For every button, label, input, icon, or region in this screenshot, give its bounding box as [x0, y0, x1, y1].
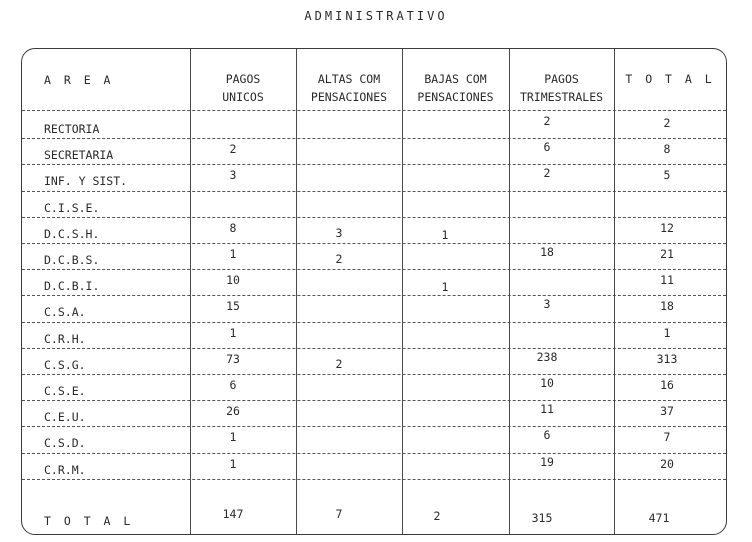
cell-area: SECRETARIA	[44, 148, 114, 162]
row-divider	[22, 243, 726, 244]
total-altas: 7	[335, 507, 343, 521]
cell-trimestrales: 3	[543, 297, 551, 311]
cell-pagos-unicos: 1	[229, 247, 237, 261]
cell-pagos-unicos: 8	[229, 221, 237, 235]
cell-area: D.C.B.I.	[44, 279, 100, 293]
cell-area: C.S.E.	[44, 384, 86, 398]
total-total: 471	[648, 511, 670, 525]
cell-total: 20	[660, 457, 674, 471]
header-area: A R E A	[44, 73, 114, 87]
cell-total: 21	[660, 247, 674, 261]
cell-pagos-unicos: 1	[229, 326, 237, 340]
total-trimestrales: 315	[531, 511, 553, 525]
row-divider	[22, 191, 726, 192]
cell-area: C.R.H.	[44, 332, 86, 346]
cell-pagos-unicos: 10	[226, 273, 240, 287]
row-divider	[22, 164, 726, 165]
cell-total: 16	[660, 378, 674, 392]
cell-total: 11	[660, 273, 674, 287]
cell-bajas: 1	[441, 228, 449, 242]
cell-total: 7	[663, 430, 671, 444]
total-pagos-unicos: 147	[222, 507, 244, 521]
cell-trimestrales: 11	[540, 402, 554, 416]
cell-pagos-unicos: 3	[229, 168, 237, 182]
cell-trimestrales: 6	[543, 428, 551, 442]
cell-area: RECTORIA	[44, 122, 100, 136]
cell-trimestrales: 238	[536, 350, 558, 364]
row-divider	[22, 400, 726, 401]
cell-altas: 3	[335, 226, 343, 240]
totals-label: T O T A L	[44, 514, 134, 528]
cell-total: 18	[660, 299, 674, 313]
cell-area: C.I.S.E.	[44, 201, 100, 215]
cell-pagos-unicos: 73	[226, 352, 240, 366]
cell-pagos-unicos: 15	[226, 299, 240, 313]
row-divider	[22, 269, 726, 270]
cell-trimestrales: 10	[540, 376, 554, 390]
header-altas-compensaciones: ALTAS COM PENSACIONES	[310, 72, 388, 104]
row-divider	[22, 110, 726, 111]
cell-pagos-unicos: 1	[229, 457, 237, 471]
cell-total: 37	[660, 404, 674, 418]
row-divider	[22, 217, 726, 218]
cell-pagos-unicos: 1	[229, 430, 237, 444]
cell-pagos-unicos: 26	[226, 404, 240, 418]
cell-area: C.S.G.	[44, 358, 86, 372]
cell-total: 8	[663, 142, 671, 156]
cell-area: D.C.S.H.	[44, 227, 100, 241]
cell-trimestrales: 19	[540, 455, 554, 469]
cell-area: C.R.M.	[44, 463, 86, 477]
header-pagos-trimestrales: PAGOS TRIMESTRALES	[519, 72, 604, 104]
cell-area: C.S.A.	[44, 305, 86, 319]
row-divider	[22, 138, 726, 139]
row-divider	[22, 479, 726, 480]
row-divider	[22, 426, 726, 427]
header-bajas-compensaciones: BAJAS COM PENSACIONES	[417, 72, 494, 104]
column-divider	[296, 49, 297, 534]
cell-area: INF. Y SIST.	[44, 174, 128, 188]
cell-total: 1	[663, 326, 671, 340]
cell-altas: 2	[335, 252, 343, 266]
cell-trimestrales: 2	[543, 114, 551, 128]
cell-area: C.E.U.	[44, 410, 86, 424]
row-divider	[22, 374, 726, 375]
cell-trimestrales: 2	[543, 166, 551, 180]
total-bajas: 2	[433, 509, 441, 523]
cell-pagos-unicos: 6	[229, 378, 237, 392]
row-divider	[22, 322, 726, 323]
cell-pagos-unicos: 2	[229, 142, 237, 156]
cell-area: D.C.B.S.	[44, 253, 100, 267]
cell-total: 2	[663, 116, 671, 130]
cell-total: 313	[656, 352, 678, 366]
cell-altas: 2	[335, 357, 343, 371]
cell-trimestrales: 6	[543, 140, 551, 154]
page-title: ADMINISTRATIVO	[304, 9, 448, 23]
row-divider	[22, 453, 726, 454]
header-pagos-unicos: PAGOS UNICOS	[222, 72, 264, 104]
cell-total: 5	[663, 168, 671, 182]
row-divider	[22, 348, 726, 349]
cell-total: 12	[660, 221, 674, 235]
header-total: T O T A L	[625, 72, 715, 86]
cell-trimestrales: 18	[540, 245, 554, 259]
row-divider	[22, 295, 726, 296]
cell-bajas: 1	[441, 280, 449, 294]
cell-area: C.S.D.	[44, 436, 86, 450]
